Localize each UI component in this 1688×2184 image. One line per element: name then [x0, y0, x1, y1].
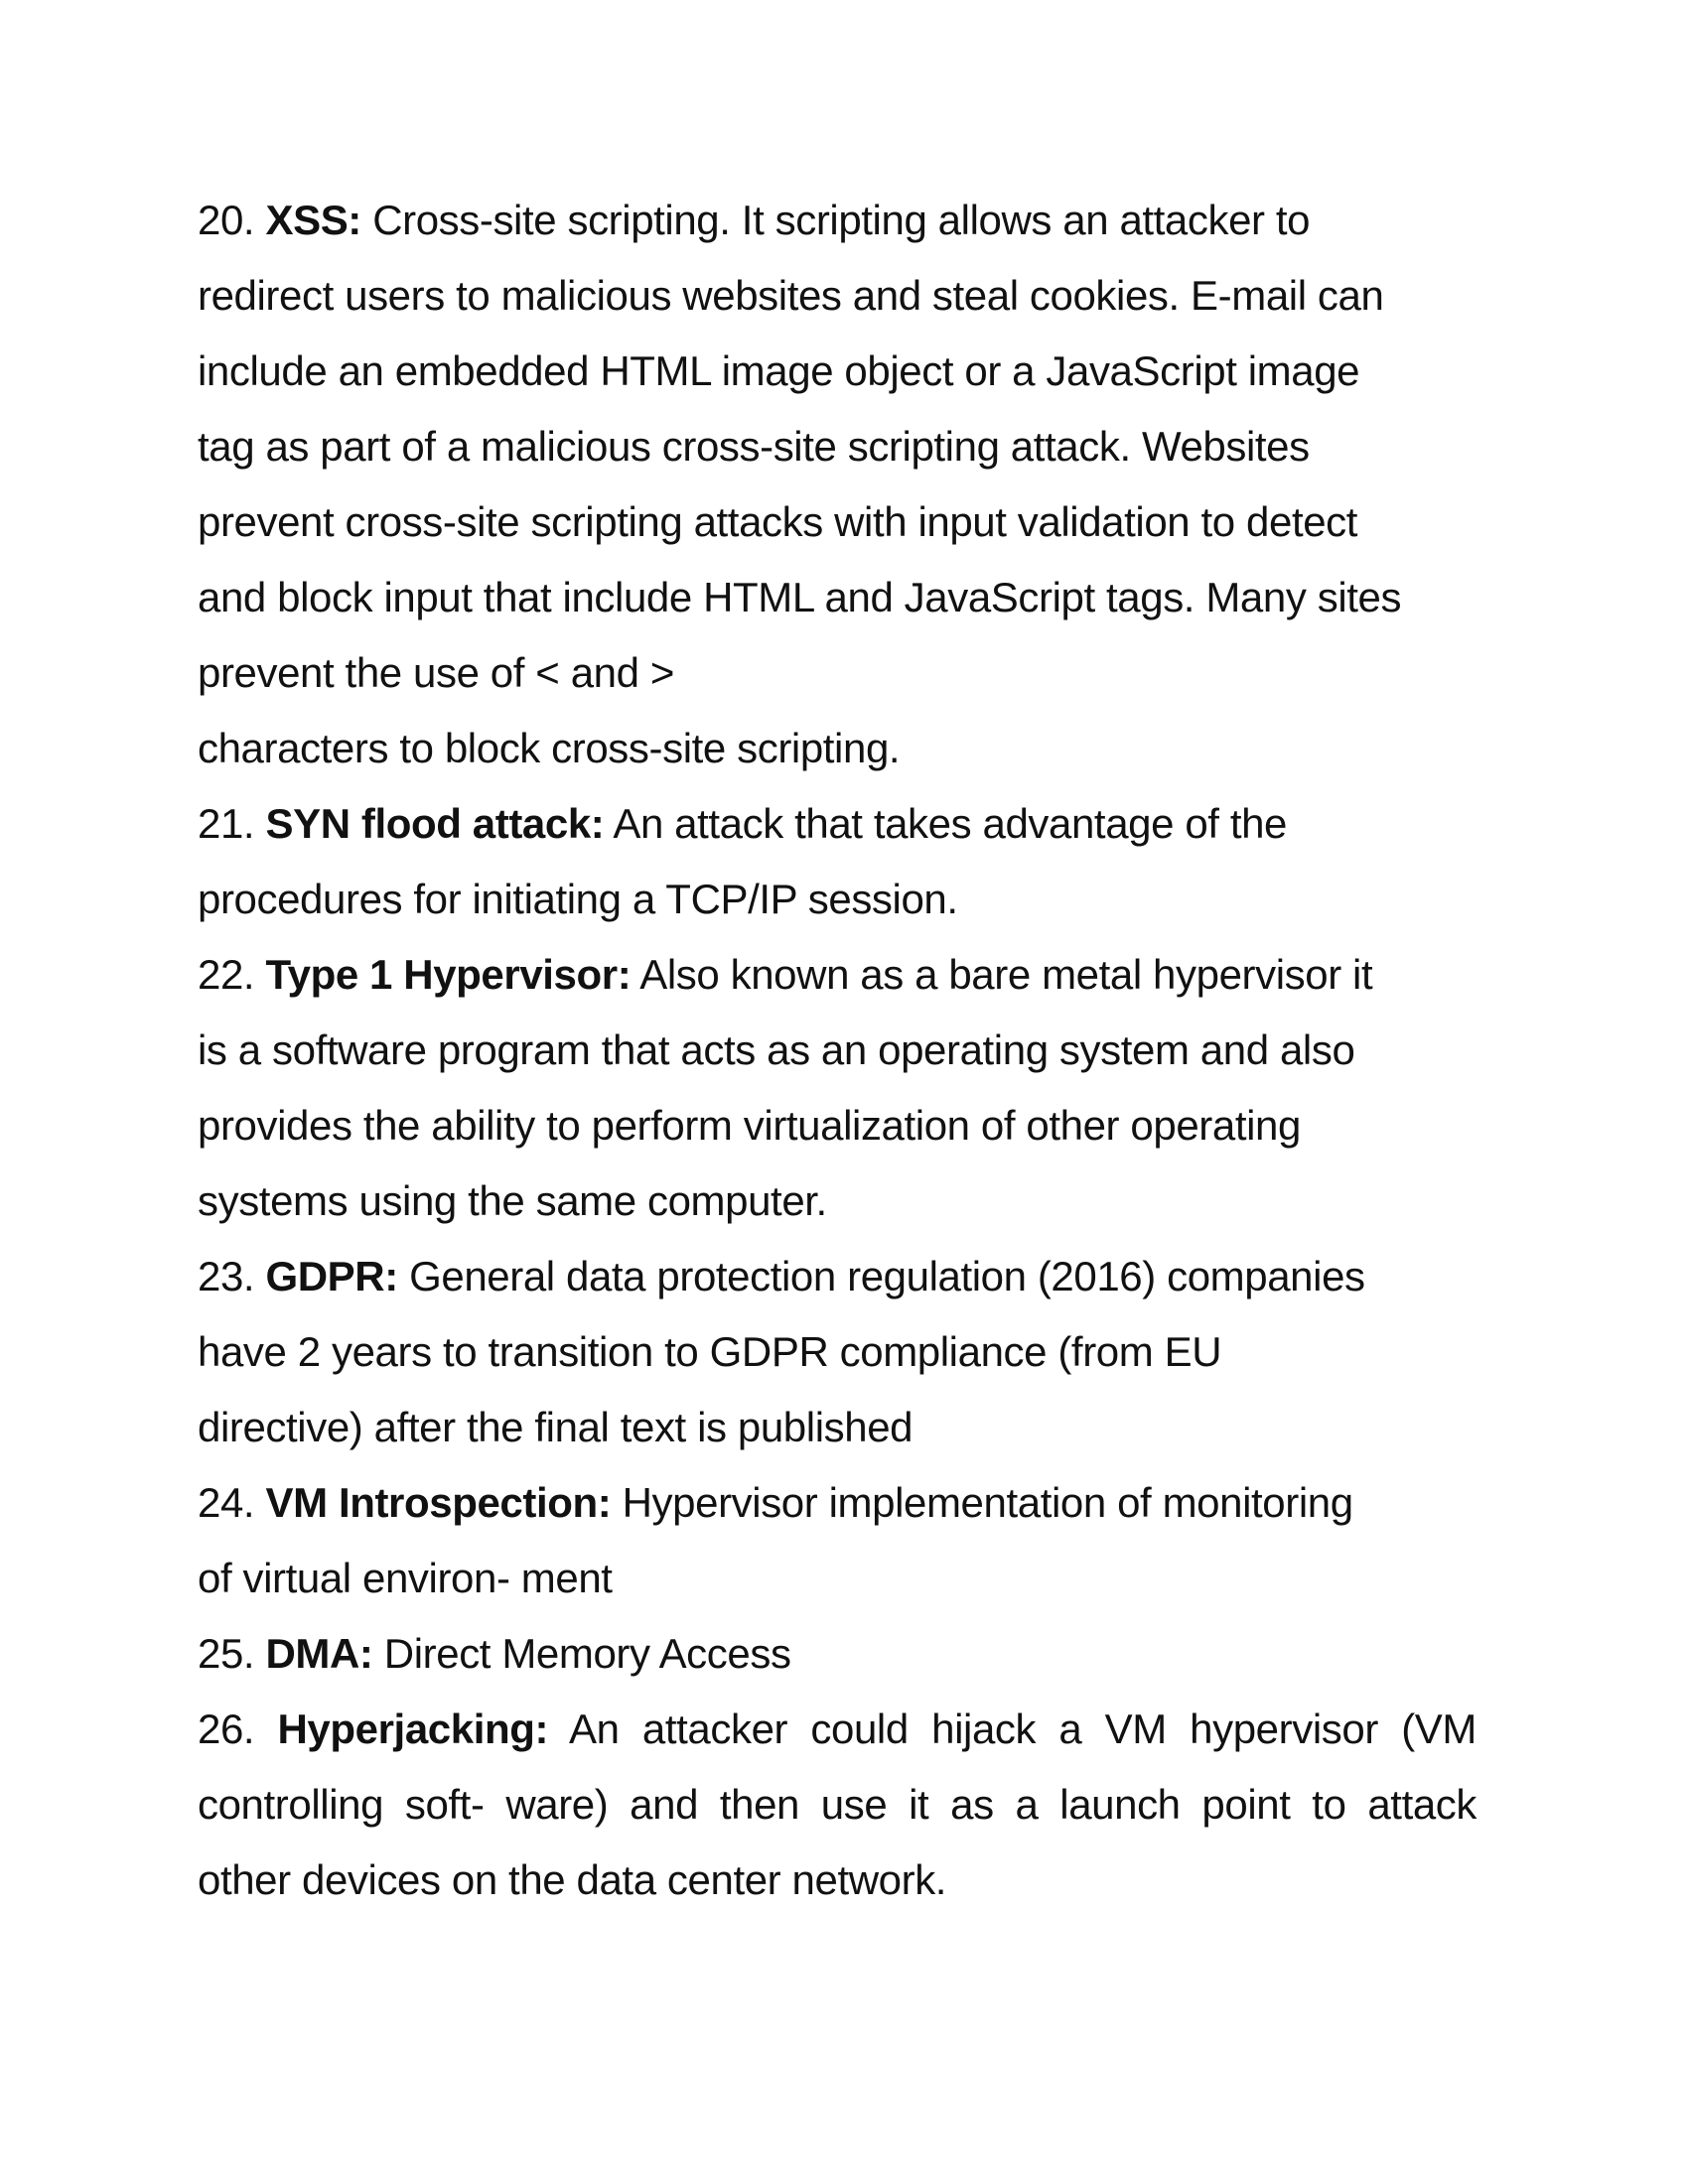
item-text: provides the ability to perform virtualization of other operating [198, 1102, 1301, 1149]
text-line [198, 1692, 1477, 1767]
item-term: DMA: [265, 1630, 373, 1677]
item-term: SYN flood attack: [265, 800, 605, 847]
text-line [198, 711, 1488, 786]
item-text: prevent the use of < and > [198, 649, 674, 696]
text-line [198, 560, 1488, 635]
text-line [198, 1767, 1477, 1843]
item-number: 21. [198, 800, 255, 847]
item-text: General data protection regulation (2016) companies [409, 1253, 1365, 1299]
glossary-item [198, 786, 1488, 937]
item-number: 23. [198, 1253, 255, 1299]
item-text: Cross-site scripting. It scripting allows an attacker to [372, 197, 1311, 243]
item-term: GDPR: [265, 1253, 398, 1299]
text-line [198, 409, 1488, 484]
item-text: An attacker could hijack a VM hypervisor (VM [569, 1706, 1477, 1752]
item-text: Hypervisor implementation of monitoring [622, 1479, 1353, 1526]
text-line [198, 1314, 1488, 1390]
text-line [198, 1088, 1488, 1163]
text-line [198, 1239, 1488, 1314]
item-number: 25. [198, 1630, 255, 1677]
item-number: 24. [198, 1479, 255, 1526]
text-line [198, 1616, 1488, 1692]
item-text: other devices on the data center network. [198, 1856, 947, 1903]
text-line [198, 1013, 1488, 1088]
item-text: include an embedded HTML image object or a JavaScript image [198, 347, 1360, 394]
item-text: of virtual environ- ment [198, 1555, 613, 1601]
item-text: characters to block cross-site scripting. [198, 725, 901, 771]
text-line [198, 1541, 1488, 1616]
text-line [198, 937, 1488, 1013]
item-text: have 2 years to transition to GDPR compliance (from EU [198, 1328, 1222, 1375]
document-page [198, 183, 1488, 1918]
item-text: tag as part of a malicious cross-site scripting attack. Websites [198, 423, 1310, 470]
item-text: procedures for initiating a TCP/IP session. [198, 876, 958, 922]
glossary-item [198, 1465, 1488, 1616]
text-line [198, 1465, 1488, 1541]
glossary-item [198, 1239, 1488, 1465]
text-line [198, 1843, 1488, 1918]
item-number: 22. [198, 951, 255, 998]
item-number: 26. [198, 1706, 255, 1752]
text-line [198, 786, 1488, 862]
glossary-item [198, 937, 1488, 1239]
text-line [198, 635, 1488, 711]
text-line [198, 183, 1488, 258]
text-line [198, 862, 1488, 937]
item-term: Hyperjacking: [277, 1706, 549, 1752]
item-text: directive) after the final text is published [198, 1404, 914, 1450]
item-text: Direct Memory Access [383, 1630, 791, 1677]
item-term: Type 1 Hypervisor: [265, 951, 632, 998]
item-text: is a software program that acts as an operating system and also [198, 1026, 1355, 1073]
item-text: and block input that include HTML and JavaScript tags. Many sites [198, 574, 1402, 620]
text-line [198, 1390, 1488, 1465]
item-term: VM Introspection: [265, 1479, 612, 1526]
item-text: controlling soft- ware) and then use it as a launch point to attack [198, 1781, 1477, 1828]
text-line [198, 334, 1488, 409]
item-text: Also known as a bare metal hypervisor it [639, 951, 1373, 998]
glossary-item [198, 1616, 1488, 1692]
text-line [198, 258, 1488, 334]
item-number: 20. [198, 197, 255, 243]
item-text: redirect users to malicious websites and steal cookies. E-mail can [198, 272, 1384, 319]
text-line [198, 484, 1488, 560]
text-line [198, 1163, 1488, 1239]
item-text: systems using the same computer. [198, 1177, 827, 1224]
glossary-item [198, 183, 1488, 786]
item-text: An attack that takes advantage of the [613, 800, 1288, 847]
item-text: prevent cross-site scripting attacks with input validation to detect [198, 498, 1358, 545]
glossary-item [198, 1692, 1488, 1918]
item-term: XSS: [265, 197, 361, 243]
